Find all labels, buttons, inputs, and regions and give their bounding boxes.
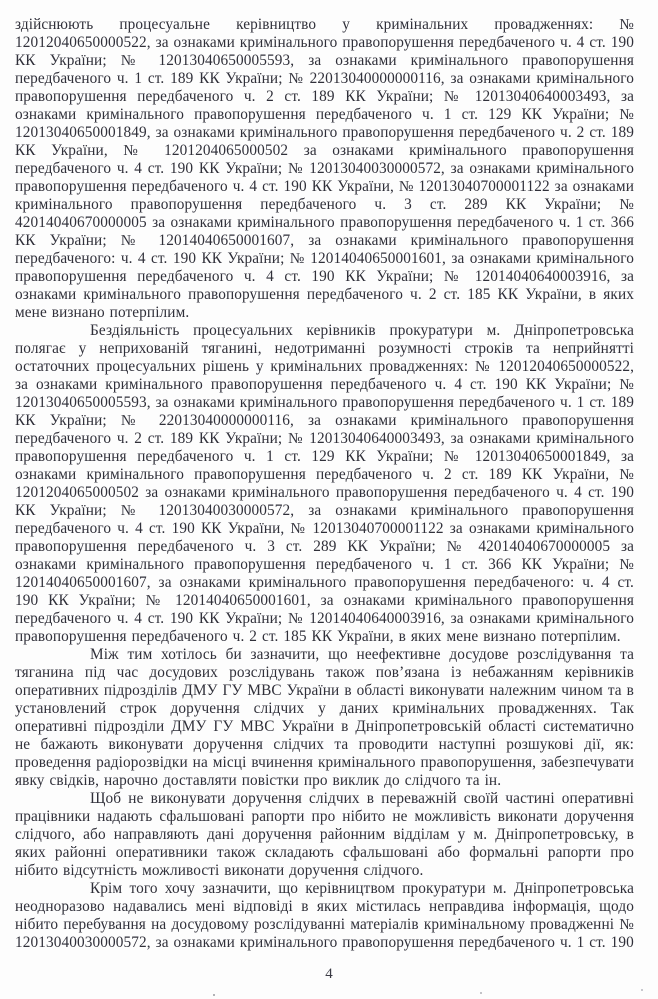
paragraph-ineffective-investigation: Між тим хотілось би зазначити, що неефективне досудове розслідування та тяганина під час досудових розслідувань також пов’язана із небажанням керівників оперативних підрозділів ДМУ ГУ МВС України в області виконувати належним чином та в установлений строк доручення слідчих у даних кримінальних провадженнях. Так оперативні підрозділи ДМУ ГУ МВС України в Дніпропетровській області систематично не бажають виконувати доручення слідчих та проводити наступні розшукові дії, як: проведення радіорозвідки на місці вчинення кримінального правопорушення, забезпечувати явку свідків, нарочно доставляти повістки про виклик до слідчого та ін. [15, 646, 634, 789]
scan-speck [641, 989, 643, 991]
paragraph-continuation: здійснюють процесуальне керівництво у кримінальних провадженнях: № 12012040650000522, за ознаками кримінального правопорушення передбаченого ч. 4 ст. 190 КК України; № 12013040650005593, за ознаками кримінального правопорушення передбаченого ч. 1 ст. 189 КК України; № 22013040000000116, за ознаками кримінального правопорушення передбаченого ч. 2 ст. 189 КК України; № 12013040640003493, за ознаками кримінального правопорушення передбаченого ч. 1 ст. 129 КК України; № 12013040650001849, за ознаками кримінального правопорушення передбаченого ч. 2 ст. 189 КК України, № 1201204065000502 за ознаками кримінального правопорушення передбаченого ч. 4 ст. 190 КК України; № 12013040030000572, за ознаками кримінального правопорушення передбаченого ч. 4 ст. 190 КК України, № 12013040700001122 за ознаками кримінального правопорушення передбаченого ч. 3 ст. 289 КК України; № 42014040670000005 за ознаками кримінального правопорушення передбаченого ч. 1 ст. 366 КК України; № 12014040650001607, за ознаками кримінального правопорушення передбаченого: ч. 4 ст. 190 КК України; № 12014040650001601, за ознаками кримінального правопорушення передбаченого ч. 4 ст. 190 КК України; № 12014040640003916, за ознаками кримінального правопорушення передбаченого ч. 2 ст. 185 КК України, в яких мене визнано потерпілим. [15, 16, 634, 321]
scan-speck [213, 994, 215, 996]
document-body [15, 16, 634, 952]
page-number: 4 [325, 966, 333, 982]
paragraph-inactivity-of-prosecutors: Бездіяльність процесуальних керівників прокуратури м. Дніпропетровська полягає у неприхованій тяганині, недотриманні розумності строків та неприйнятті остаточних процесуальних рішень у кримінальних провадженнях: № 12012040650000522, за ознаками кримінального правопорушення передбаченого ч. 4 ст. 190 КК України; № 12013040650005593, за ознаками кримінального правопорушення передбаченого ч. 1 ст. 189 КК України; № 22013040000000116, за ознаками кримінального правопорушення передбаченого ч. 2 ст. 189 КК України; № 12013040640003493, за ознаками кримінального правопорушення передбаченого ч. 1 ст. 129 КК України; № 12013040650001849, за ознаками кримінального правопорушення передбаченого ч. 2 ст. 189 КК України, № 1201204065000502 за ознаками кримінального правопорушення передбаченого ч. 4 ст. 190 КК України; № 12013040030000572, за ознаками кримінального правопорушення передбаченого ч. 4 ст. 190 КК України, № 12013040700001122 за ознаками кримінального правопорушення передбаченого ч. 3 ст. 289 КК України; № 42014040670000005 за ознаками кримінального правопорушення передбаченого ч. 1 ст. 366 КК України; № 12014040650001607, за ознаками кримінального правопорушення передбаченого: ч. 4 ст. 190 КК України; № 12014040650001601, за ознаками кримінального правопорушення передбаченого ч. 4 ст. 190 КК України; № 12014040640003916, за ознаками кримінального правопорушення передбаченого ч. 2 ст. 185 КК України, в яких мене визнано потерпілим. [15, 322, 634, 645]
paragraph-falsified-reports: Щоб не виконувати доручення слідчих в переважній своїй частині оперативні працівники надають сфальшовані рапорти про нібито не можливість виконати доручення слідчого, або направляють дані доручення районним відділам у м. Дніпропетровську, в яких районні оперативники також складають сфальшовані або формальні рапорти про нібито відсутність можливості виконати доручення слідчого. [15, 790, 634, 879]
paragraph-false-information: Крім того хочу зазначити, що керівництвом прокуратури м. Дніпропетровська неодноразово надавались мені відповіді в яких містилась неправдива інформація, щодо нібито перебування на досудовому розслідуванні матеріалів кримінальному провадженні № 12013040030000572, за ознаками кримінального правопорушення передбаченого ч. 1 ст. 190 [15, 880, 634, 951]
scan-speck [480, 992, 482, 994]
